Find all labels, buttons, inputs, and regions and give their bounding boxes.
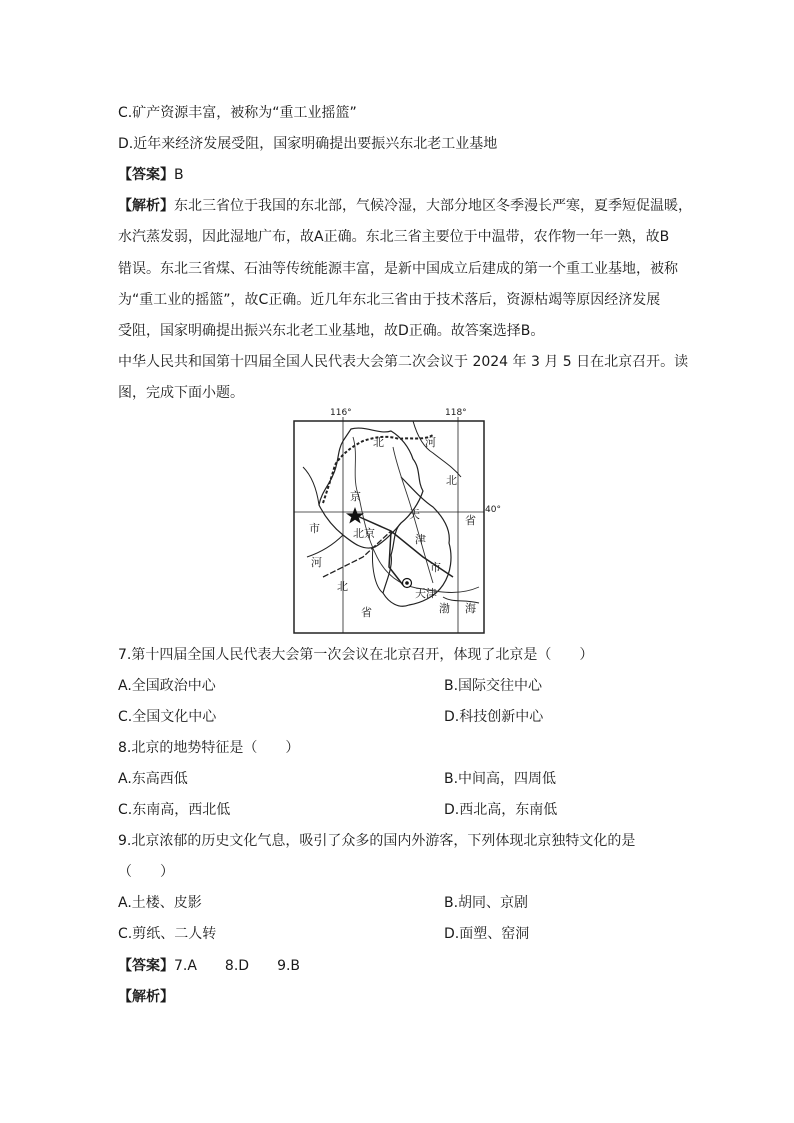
analysis-line-3: 错误。东北三省煤、石油等传统能源丰富，是新中国成立后建成的第一个重工业基地，被称 bbox=[118, 261, 678, 277]
question-7-option-d: D.科技创新中心 bbox=[444, 709, 544, 725]
map-label-bo: 渤 bbox=[439, 602, 450, 615]
map-label-bei-2: 北 bbox=[446, 474, 457, 487]
question-9-option-d: D.面塑、窑洞 bbox=[444, 926, 530, 942]
question-9-option-a: A.土楼、皮影 bbox=[118, 895, 202, 911]
analysis-line-2: 水汽蒸发弱，因此湿地广布，故A正确。东北三省主要位于中温带，农作物一年一熟，故B bbox=[118, 229, 670, 245]
map-label-bei-3: 北 bbox=[337, 580, 348, 593]
material-line-1: 中华人民共和国第十四届全国人民代表大会第二次会议于 2024 年 3 月 5 日在北京召开。读 bbox=[118, 354, 689, 370]
map-label-hai: 海 bbox=[465, 602, 476, 615]
answer-line-2 bbox=[118, 956, 300, 976]
question-9-stem: 9.北京浓郁的历史文化气息，吸引了众多的国内外游客，下列体现北京独特文化的是 bbox=[118, 833, 636, 849]
answer-label-2: 【答案】 bbox=[118, 958, 174, 974]
longitude-118-label: 118° bbox=[445, 408, 467, 418]
answer-value: B bbox=[174, 167, 184, 183]
map-graphic bbox=[293, 407, 493, 635]
analysis-line-4: 为“重工业的摇篮”，故C正确。近几年东北三省由于技术落后，资源枯竭等原因经济发展 bbox=[118, 292, 661, 308]
map-label-he-2: 河 bbox=[311, 556, 322, 569]
map-label-he-1: 河 bbox=[425, 436, 436, 449]
map-label-jing: 京 bbox=[350, 490, 361, 503]
analysis-line-1 bbox=[118, 196, 692, 216]
map-label-beijing: 北京 bbox=[353, 527, 375, 540]
question-8-option-c: C.东南高，西北低 bbox=[118, 802, 231, 818]
latitude-40-label: 40° bbox=[485, 505, 501, 515]
question-9-option-c: C.剪纸、二人转 bbox=[118, 926, 217, 942]
material-line-2: 图，完成下面小题。 bbox=[118, 385, 244, 401]
question-7-option-a: A.全国政治中心 bbox=[118, 678, 216, 694]
beijing-tianjin-map bbox=[293, 407, 501, 635]
map-label-sheng-2: 省 bbox=[361, 606, 372, 619]
map-label-tianjin: 天津 bbox=[415, 587, 437, 600]
question-7-option-c: C.全国文化中心 bbox=[118, 709, 217, 725]
answer-label: 【答案】 bbox=[118, 167, 174, 183]
map-label-jin: 津 bbox=[415, 533, 426, 546]
map-label-tian: 天 bbox=[409, 508, 420, 521]
question-8-option-a: A.东高西低 bbox=[118, 771, 188, 787]
longitude-116-label: 116° bbox=[330, 408, 352, 418]
answer-line-1 bbox=[118, 165, 184, 185]
analysis-label: 【解析】 bbox=[118, 198, 174, 214]
analysis-label-2: 【解析】 bbox=[118, 989, 174, 1005]
option-d-text: D.近年来经济发展受阻，国家明确提出要振兴东北老工业基地 bbox=[118, 136, 498, 152]
question-8-option-d: D.西北高，东南低 bbox=[444, 802, 558, 818]
question-7-stem: 7.第十四届全国人民代表大会第一次会议在北京召开，体现了北京是（ ） bbox=[118, 647, 594, 663]
answer-value-2: 7.A 8.D 9.B bbox=[174, 958, 301, 974]
analysis-line-5: 受阻，国家明确提出振兴东北老工业基地，故D正确。故答案选择B。 bbox=[118, 323, 545, 339]
question-9-stem-bracket: （ ） bbox=[118, 864, 174, 880]
option-c-text: C.矿产资源丰富，被称为“重工业摇篮” bbox=[118, 105, 357, 121]
question-9-option-b: B.胡同、京剧 bbox=[444, 895, 529, 911]
map-label-shi-1: 市 bbox=[309, 522, 320, 535]
map-label-sheng-1: 省 bbox=[465, 514, 476, 527]
analysis-text: 东北三省位于我国的东北部，气候冷湿，大部分地区冬季漫长严寒，夏季短促温暖， bbox=[174, 198, 692, 214]
map-label-bei-1: 北 bbox=[373, 436, 384, 449]
question-8-option-b: B.中间高，四周低 bbox=[444, 771, 557, 787]
question-8-stem: 8.北京的地势特征是（ ） bbox=[118, 740, 300, 756]
question-7-option-b: B.国际交往中心 bbox=[444, 678, 543, 694]
map-label-shi-2: 市 bbox=[430, 561, 441, 574]
